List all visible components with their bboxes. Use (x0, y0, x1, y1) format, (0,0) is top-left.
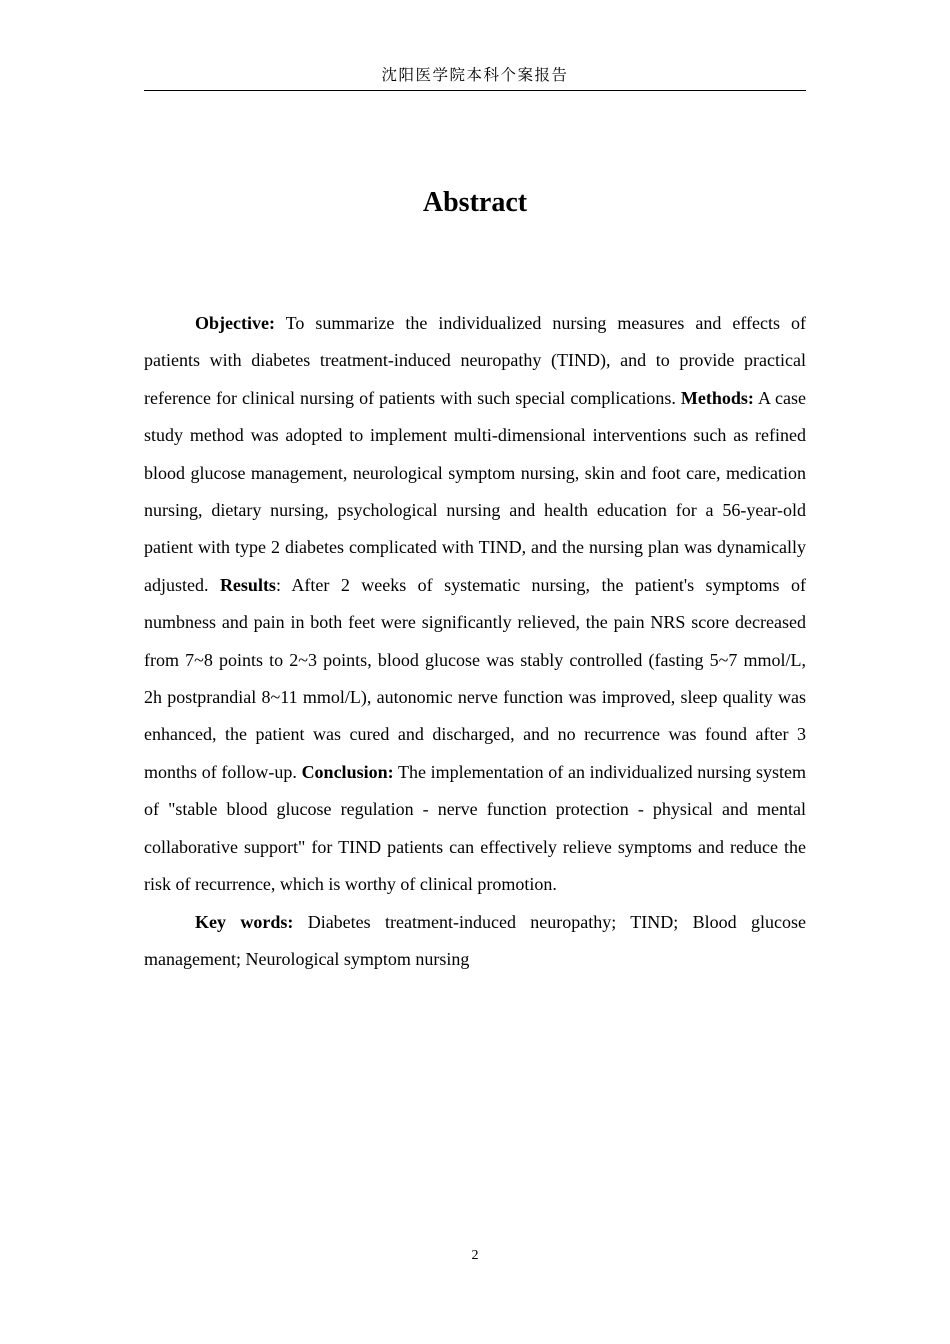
methods-text: A case study method was adopted to implement multi-dimensional interventions such as refined blood glucose management, neurological symptom nursing, skin and foot care, medication nursing, dietary nursing, psychological nursing and health education for a 56-year-old patient with type 2 diabetes complicated with TIND, and the nursing plan was dynamically adjusted. (144, 387, 806, 595)
running-title: 沈阳医学院本科个案报告 (381, 66, 569, 84)
abstract-body (144, 305, 806, 978)
conclusion-label: Conclusion: (301, 761, 394, 782)
methods-label: Methods: (680, 387, 754, 408)
abstract-paragraph (144, 305, 806, 904)
keywords-paragraph (144, 904, 806, 979)
abstract-title: Abstract (422, 187, 528, 218)
objective-text: To summarize the individualized nursing measures and effects of patients with diabetes treatment-induced neuropathy (TIND), and to provide practical reference for clinical nursing of patients with such special complications. (144, 313, 806, 408)
results-label: Results (219, 574, 276, 595)
results-text: : After 2 weeks of systematic nursing, the patient's symptoms of numbness and pain in both feet were significantly relieved, the pain NRS score decreased from 7~8 points to 2~3 points, blood glucose was stably controlled (fasting 5~7 mmol/L, 2h postprandial 8~11 mmol/L), autonomic nerve function was improved, sleep quality was enhanced, the patient was cured and discharged, and no recurrence was found after 3 months of follow-up. (144, 574, 806, 782)
page-number: 2 (471, 1248, 479, 1263)
keywords-text: Diabetes treatment-induced neuropathy; TIND; Blood glucose management; Neurological symptom nursing (144, 911, 806, 969)
conclusion-text: The implementation of an individualized nursing system of "stable blood glucose regulation - nerve function protection - physical and mental collaborative support" for TIND patients can effectively relieve symptoms and reduce the risk of recurrence, which is worthy of clinical promotion. (144, 761, 806, 895)
keywords-label: Key words: (195, 911, 294, 932)
objective-label: Objective: (195, 313, 275, 333)
page-header (144, 62, 806, 91)
